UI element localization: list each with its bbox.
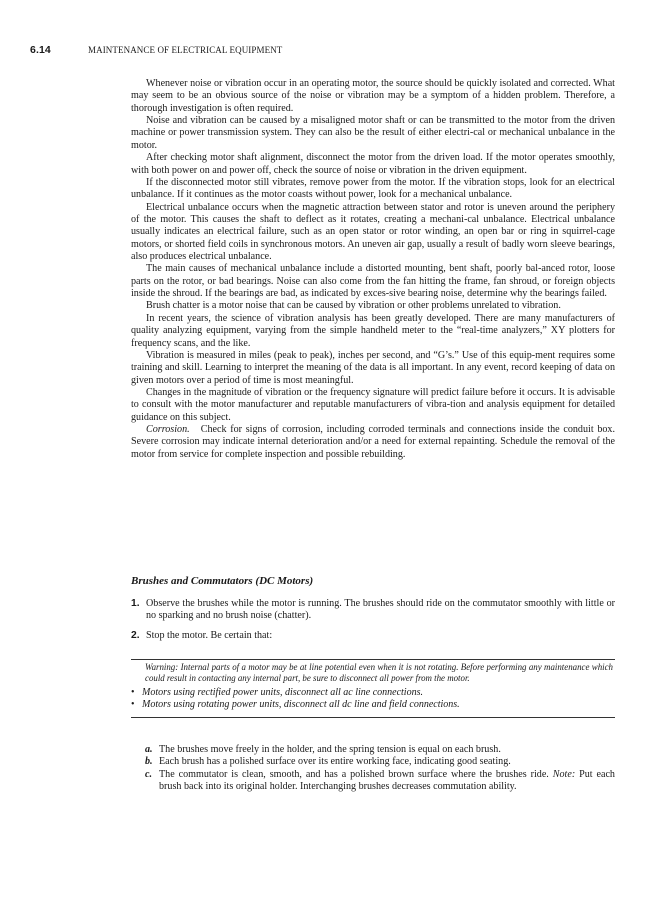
bullet-icon: • xyxy=(131,686,135,698)
step-text: Stop the motor. Be certain that: xyxy=(146,629,273,641)
paragraph: Brush chatter is a motor noise that can be caused by vibration or other problems unrelated to vibration. xyxy=(146,300,561,312)
section-heading: Brushes and Commutators (DC Motors) xyxy=(131,575,314,587)
warning-text: Warning: Internal parts of a motor may be at line potential even when it is not rotating. Before performing any maintenance which could result in contacting any internal part, be sure to disconnect all power from the motor. xyxy=(145,662,613,684)
substep-item xyxy=(145,744,615,756)
warning-bullet xyxy=(131,687,615,699)
step-item xyxy=(131,598,615,623)
paragraph: After checking motor shaft alignment, disconnect the motor from the driven load. If the motor operates smoothly, with both power on and power off, check the source of noise or vibration in the driven equipment. xyxy=(131,152,615,176)
warning-bullet-text: Motors using rotating power units, disconnect all dc line and field connections. xyxy=(142,699,460,711)
step-list xyxy=(131,598,615,642)
step-number: 1. xyxy=(131,598,140,609)
running-title: MAINTENANCE OF ELECTRICAL EQUIPMENT xyxy=(88,45,283,55)
paragraph: Electrical unbalance occurs when the magnetic attraction between stator and rotor is uneven around the periphery of the motor. This causes the shaft to deflect as it rotates, creating a mechani-cal unbalance. Electrical unbalance usually indicates an electrical failure, such as an open stator or rotor winding, an open bar or ring in squirrel-cage motors, or shorted field coils in synchronous motors. An uneven air gap, usually a result of badly worn sleeve bearings, also produces electrical unbalance. xyxy=(131,201,615,263)
warning-bullet xyxy=(131,699,615,711)
paragraph: The main causes of mechanical unbalance include a distorted mounting, bent shaft, poorly bal-anced rotor, loose parts on the rotor, or bad bearings. Noise can also come from the fan hitting the frame, fan shroud, or foreign objects inside the shroud. If the bearings are bad, as indicated by exces-sive bearing noise, determine why the bearings failed. xyxy=(131,263,615,300)
page-number: 6.14 xyxy=(30,44,51,56)
step-number: 2. xyxy=(131,629,140,641)
warning-bullet-text: Motors using rectified power units, disconnect all ac line connections. xyxy=(142,686,423,698)
substep-text: The brushes move freely in the holder, and the spring tension is equal on each brush. xyxy=(159,744,501,755)
paragraph: Changes in the magnitude of vibration or the frequency signature will predict failure before it occurs. It is advisable to consult with the motor manufacturer and reputable manufacturers of vibra-tion and analysis equipment for detailed guidance on this subject. xyxy=(131,386,615,423)
note-label: Note: xyxy=(552,768,576,780)
paragraph: If the disconnected motor still vibrates, remove power from the motor. If the vibration stops, look for an electrical unbalance. If it continues as the motor coasts without power, look for a mechanical unbalance. xyxy=(131,176,615,201)
substep-label: c. xyxy=(145,768,153,780)
corrosion-text: Check for signs of corrosion, including corroded terminals and connections inside the conduit box. Severe corrosion may indicate internal deterioration and/or a need for external repainting. Schedule the removal of the motor from service for complete inspection and possible rebuilding. xyxy=(131,424,615,460)
substep-label: b. xyxy=(145,756,153,768)
step-item xyxy=(131,630,615,642)
substep-item xyxy=(145,756,615,768)
substep-label: a. xyxy=(145,744,153,755)
substep-text: Each brush has a polished surface over its entire working face, indicating good seating. xyxy=(159,756,511,768)
warning-box xyxy=(131,659,615,718)
paragraph: Whenever noise or vibration occur in an operating motor, the source should be quickly isolated and corrected. What may seem to be an obvious source of the noise or vibration may be a symptom of a hidden problem. Therefore, a thorough investigation is often required. xyxy=(131,78,615,114)
bullet-icon: • xyxy=(131,699,135,711)
corrosion-paragraph xyxy=(131,424,615,461)
step-text: Observe the brushes while the motor is running. The brushes should ride on the commutator smoothly with little or no sparking and no brush noise (chatter). xyxy=(146,598,615,622)
paragraph: In recent years, the science of vibration analysis has been greatly developed. There are many manufacturers of quality analyzing equipment, varying from the simple handheld meter to the “real-time analyzers,” XY plotters for frequency scans, and the like. xyxy=(131,312,615,349)
substep-text: The commutator is clean, smooth, and has a polished brown surface where the brushes ride. xyxy=(159,768,549,780)
paragraph: Noise and vibration can be caused by a misaligned motor shaft or can be transmitted to the motor from the driven machine or power transmission system. They can also be the result of either electri-cal or mechanical unbalance in the motor. xyxy=(131,115,615,151)
corrosion-label: Corrosion. xyxy=(146,424,190,436)
running-header xyxy=(30,44,630,58)
substep-list xyxy=(145,744,615,793)
paragraph: Vibration is measured in miles (peak to peak), inches per second, and “G’s.” Use of this equip-ment requires some training and skill. Learning to interpret the meaning of the data is all important. In any event, record keeping of data on given motors over a period of time is most meaningful. xyxy=(131,349,615,386)
note-text: Put each brush back into its original holder. Interchanging brushes decreases commutation ability. xyxy=(159,768,615,792)
substep-item xyxy=(145,769,615,794)
body-text xyxy=(131,78,615,461)
